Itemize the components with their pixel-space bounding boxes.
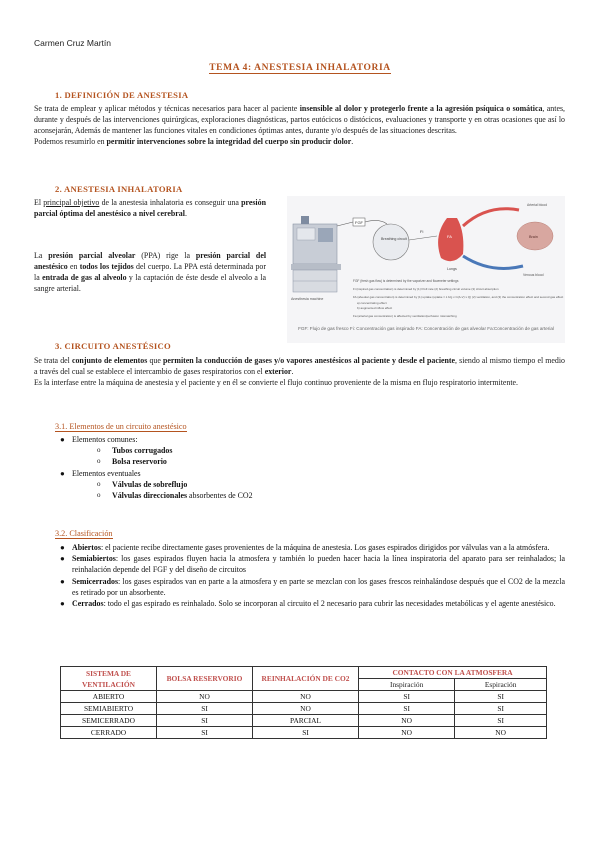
flow-arrow: [409, 236, 437, 240]
section-2-paragraph-2: La presión parcial alveolar (PPA) rige la presión parcial del anestésico en todos los tejidos del cuerpo. La PPA está determinada por la entrada de gas al alveolo y la captación de éste desde el alveolo a la sangre arterial.: [34, 251, 267, 293]
cell: SI: [359, 703, 455, 715]
ventilation-systems-table: [60, 666, 547, 739]
cell: SI: [157, 715, 253, 727]
cell: PARCIAL: [253, 715, 359, 727]
header-rebreathing: REINHALACIÓN DE CO2: [253, 667, 359, 691]
header-inspiration: Inspiración: [359, 679, 455, 691]
section-3-heading: 3. CIRCUITO ANESTÉSICO: [55, 341, 172, 351]
cell: NO: [359, 715, 455, 727]
cell: NO: [253, 691, 359, 703]
table-row: [61, 691, 547, 703]
label-fa: FA: [447, 234, 452, 239]
lungs-shape: [438, 218, 463, 261]
cell: SI: [455, 715, 547, 727]
author-name: Carmen Cruz Martín: [34, 38, 111, 48]
section-2-paragraph-1: El principal objetivo de la anestesia inhalatoria es conseguir una presión parcial óptima del anestésico a nivel cerebral.: [34, 198, 266, 218]
list-item: o Válvulas de sobreflujo: [97, 479, 188, 489]
flow-arrow: [365, 220, 387, 224]
note-fa-a: a) concentrating effect: [357, 301, 387, 305]
list-item: o Válvulas direccionales absorbentes de CO2: [97, 491, 253, 501]
section-2-heading: 2. ANESTESIA INHALATORIA: [55, 184, 183, 194]
cell: SEMICERRADO: [61, 715, 157, 727]
note-fa-arterial: Fa (arterial gas concentration) is affected by ventilation/perfusion mismatching: [353, 314, 457, 318]
list-item: ● Semicerrados: los gases espirados van en parte a la atmosfera y en parte se mezclan con los gases frescos reinhalándose después que el CO2 de la mezcla es retirado por un absorbente.: [60, 576, 565, 597]
list-item: ● Cerrados: todo el gas espirado es reinhalado. Solo se incorporan al circuito el 2 necesario para cubrir las necesidades metabólicas y el agente anestésico.: [60, 599, 556, 609]
label-breathing-circuit: Breathing circuit: [381, 237, 407, 241]
section-1-heading: 1. DEFINICIÓN DE ANESTESIA: [55, 90, 189, 100]
page-title: TEMA 4: ANESTESIA INHALATORIA: [209, 63, 391, 73]
label-fgf: FGF: [355, 220, 363, 225]
label-arterial-blood: Arterial blood: [527, 203, 547, 207]
label-anesthesia-machine: Anesthesia machine: [291, 297, 324, 301]
note-fa-b: b) augmented inflow effect: [357, 306, 393, 310]
cell: ABIERTO: [61, 691, 157, 703]
table-header-row: [61, 667, 547, 679]
header-contact: CONTACTO CON LA ATMOSFERA: [359, 667, 547, 679]
label-fi: Fi: [420, 229, 424, 234]
list-item: ● Abiertos: el paciente recibe directamente gases provenientes de la máquina de anestesia. Los gases espirados dirigidos por válvulas van a la atmósfera.: [60, 543, 550, 552]
cell: NO: [455, 727, 547, 739]
cell: SEMIABIERTO: [61, 703, 157, 715]
cell: SI: [157, 727, 253, 739]
list-item: ● Elementos eventuales: [60, 468, 141, 478]
cell: NO: [157, 691, 253, 703]
cell: SI: [455, 703, 547, 715]
breathing-circuit-circle: [373, 224, 409, 260]
venous-vessel: [463, 256, 523, 268]
arterial-vessel: [463, 209, 519, 226]
cell: NO: [359, 727, 455, 739]
figure-caption: FGF: Flujo de gas fresco Fi: Concentración gas inspirado FA: Concentración de gas alveolar Fa:Concentración de gas arterial: [298, 326, 554, 331]
header-system: SISTEMA DE VENTILACIÓN: [61, 667, 157, 691]
table-row: [61, 715, 547, 727]
cell: SI: [359, 691, 455, 703]
note-fa: FA (alveolar gas concentration) is determined by (1) uptake (uptake = λ b/g x C(A-V) x Q) (2) ventilation, and (3) the concentration effect and second gas effect: [353, 295, 564, 299]
list-item: o Bolsa reservorio: [97, 457, 167, 467]
note-fi: Fi (inspired gas concentration) is determined by (1) FGF rate (2) breathing circuit volume (3) circuit absorption: [353, 287, 499, 291]
elements-list: [34, 434, 565, 501]
label-lungs: Lungs: [447, 267, 457, 271]
inhalation-anesthesia-figure: [287, 196, 565, 343]
note-fgf: FGF (fresh gas flow) is determined by the vaporizer and flowmeter settings: [353, 279, 459, 283]
table-row: [61, 727, 547, 739]
cell: SI: [455, 691, 547, 703]
list-item: ● Elementos comunes:: [60, 435, 138, 444]
subsection-3-1-heading: 3.1. Elementos de un circuito anestésico: [55, 422, 187, 431]
figure-diagram: [287, 196, 565, 343]
classification-list: [34, 542, 565, 609]
cell: SI: [157, 703, 253, 715]
list-item: ● Semiabiertos: los gases espirados fluyen hacia la atmosfera y también lo pueden hacer hacia la línea inspiratoria del aparato para ser reinhalados; la reinhalación depende del FGF y del diseño de circuitos: [60, 554, 565, 575]
cell: NO: [253, 703, 359, 715]
list-item: o Tubos corrugados: [97, 446, 173, 456]
label-brain: Brain: [529, 235, 538, 239]
section-3-paragraph-1: Se trata del conjunto de elementos que permiten la conducción de gases y/o vapores anestésicos al paciente y desde el paciente, siendo al mismo tiempo el medio a través del cual se establece el intercambio de gases respiratorios con el exterior. Es la interfase entre la máquina de anestesia y el paciente y en él se convierte el flujo continuo proveniente de la misma en flujo respiratorio intermitente.: [34, 356, 566, 387]
cell: SI: [253, 727, 359, 739]
connector-line: [337, 222, 353, 226]
label-venous-blood: Venous blood: [523, 273, 544, 277]
anesthesia-machine-drawing: [291, 216, 341, 292]
header-bag: BOLSA RESERVORIO: [157, 667, 253, 691]
section-1-paragraph: Se trata de emplear y aplicar métodos y técnicas necesarios para hacer al paciente insensible al dolor y protegerlo frente a la agresión psíquica o somática, antes, durante y después de las intervenciones quirúrgicas, exploraciones diagnósticas, partos eutócicos o distócicos, evaluaciones y transporte y en otras ocasiones que así lo aconsejarán, Además de mantener las funciones vitales en condiciones óptimas antes, durante y/o después de las situaciones descritas. Podemos resumirlo en permitir intervenciones sobre la integridad del cuerpo sin producir dolor.: [34, 104, 565, 146]
header-expiration: Espiración: [455, 679, 547, 691]
subsection-3-2-heading: 3.2. Clasificación: [55, 529, 113, 538]
cell: CERRADO: [61, 727, 157, 739]
table-row: [61, 703, 547, 715]
